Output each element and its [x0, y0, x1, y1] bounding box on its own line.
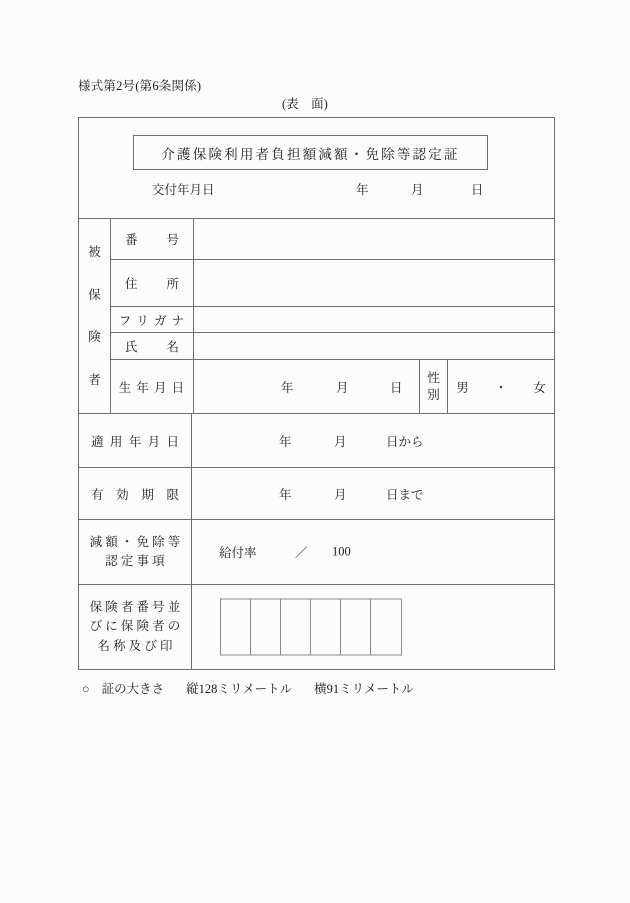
page-side-label: (表 面)	[282, 97, 328, 111]
insured-birthdate-row	[111, 359, 554, 413]
insurer-digit-box[interactable]	[221, 600, 251, 655]
insured-label-char-1: 被	[88, 245, 101, 259]
valid-until-label-char-4: 限	[166, 487, 179, 502]
insured-number-value[interactable]	[194, 219, 554, 259]
insured-person-vertical-label	[79, 219, 111, 413]
valid-until-label-char-3: 期	[141, 487, 154, 502]
sex-options[interactable]	[448, 360, 554, 413]
insurer-digit-box[interactable]	[311, 600, 341, 655]
insured-name-row	[111, 332, 554, 359]
apply-date-label-char-5: 日	[166, 434, 179, 449]
insurer-digit-box[interactable]	[341, 600, 371, 655]
insured-birthdate-value	[194, 360, 554, 413]
issue-date-month-unit: 月	[411, 183, 424, 197]
issue-date-day-unit: 日	[471, 183, 484, 197]
insurer-label-line-3: 名 称 及 び 印	[97, 638, 173, 653]
insured-furigana-value[interactable]	[194, 307, 554, 332]
footnote-height: 縦128ミリメートル	[186, 682, 293, 696]
footnote-bullet: ○	[82, 682, 90, 696]
form-number: 様式第2号(第6条関係)	[78, 79, 202, 93]
reduction-label-line-2: 認 定 事 項	[105, 554, 165, 568]
apply-date-label	[79, 414, 192, 467]
insured-birthdate-label: 生 年 月 日	[111, 360, 194, 413]
benefit-rate-slash: ／	[295, 546, 308, 560]
apply-date-year-unit: 年	[279, 434, 292, 449]
insurer-label	[79, 585, 192, 669]
issue-date-year-unit: 年	[356, 183, 369, 197]
sex-option-female[interactable]: 女	[533, 380, 546, 395]
insured-address-row	[111, 259, 554, 306]
insurer-row	[79, 584, 554, 669]
insured-furigana-row	[111, 306, 554, 332]
birthdate-month-unit: 月	[336, 380, 349, 395]
insured-number-label-char-2: 号	[166, 233, 179, 247]
valid-until-month-unit: 月	[334, 487, 347, 502]
footnote-width: 横91ミリメートル	[314, 682, 414, 696]
reduction-row	[79, 519, 554, 584]
birthdate-day-unit: 日	[390, 380, 403, 395]
page-title: 介護保険利用者負担額減額・免除等認定証	[161, 146, 460, 162]
benefit-rate-denominator: 100	[332, 544, 351, 559]
certificate-table	[78, 117, 555, 670]
apply-date-label-char-4: 月	[147, 434, 161, 449]
reduction-label-line-1: 減 額 ・ 免 除 等	[89, 534, 181, 549]
insured-label-char-3: 険	[88, 330, 101, 344]
insured-name-label	[111, 333, 194, 359]
insured-name-value[interactable]	[194, 333, 554, 359]
valid-until-value[interactable]	[192, 468, 554, 519]
certificate-header-row	[79, 118, 554, 218]
valid-until-year-unit: 年	[279, 487, 292, 502]
insurer-label-line-1: 保 険 者 番 号 並	[89, 599, 181, 614]
insurer-digit-box[interactable]	[281, 600, 311, 655]
insured-address-label-char-2: 所	[166, 277, 179, 291]
apply-date-value[interactable]	[192, 414, 554, 467]
apply-date-row	[79, 413, 554, 467]
sex-label-char-2: 別	[427, 387, 440, 402]
valid-until-row	[79, 467, 554, 519]
reduction-label	[79, 520, 192, 584]
birthdate-year-unit: 年	[281, 380, 294, 395]
certificate-title-box	[133, 135, 488, 170]
footnote	[82, 679, 414, 697]
valid-until-label	[79, 468, 192, 519]
birthdate-fields[interactable]	[194, 360, 419, 413]
insured-number-label	[111, 219, 194, 259]
apply-date-day-suffix: 日から	[386, 434, 424, 449]
benefit-rate-label: 給付率	[219, 546, 257, 560]
valid-until-day-suffix: 日まで	[386, 487, 424, 502]
insured-label-char-4: 者	[88, 372, 101, 387]
insured-person-rows	[111, 219, 554, 413]
reduction-value[interactable]	[192, 520, 554, 584]
insurer-number-boxes	[220, 599, 402, 656]
insured-name-label-char-2: 名	[166, 340, 179, 354]
apply-date-month-unit: 月	[334, 434, 347, 449]
sex-option-male[interactable]: 男	[456, 380, 469, 395]
insured-furigana-label: フ リ ガ ナ	[111, 307, 194, 332]
apply-date-label-char-1: 適	[91, 434, 104, 449]
apply-date-label-char-3: 年	[128, 434, 142, 449]
insured-address-label	[111, 260, 194, 306]
insured-name-label-char-1: 氏	[125, 340, 138, 354]
insurer-digit-box[interactable]	[251, 600, 281, 655]
insurer-label-line-2: び に 保 険 者 の	[89, 619, 181, 634]
valid-until-label-char-1: 有	[91, 487, 104, 502]
sex-separator: ・	[494, 380, 508, 395]
valid-until-label-char-2: 効	[116, 487, 129, 502]
insurer-digit-box[interactable]	[371, 600, 401, 655]
insured-person-section	[79, 218, 554, 413]
insured-number-label-char-1: 番	[125, 233, 138, 247]
insured-address-label-char-1: 住	[125, 277, 138, 291]
sex-label-char-1: 性	[427, 370, 440, 385]
sex-label	[419, 360, 448, 413]
insured-label-char-2: 保	[88, 287, 101, 302]
insured-address-value[interactable]	[194, 260, 554, 306]
issue-date-label: 交付年月日	[152, 183, 215, 197]
issue-date-line	[79, 180, 554, 202]
insured-number-row	[111, 219, 554, 259]
insurer-value	[192, 585, 554, 669]
apply-date-label-char-2: 用	[109, 434, 123, 449]
footnote-label: 証の大きさ	[101, 682, 165, 696]
